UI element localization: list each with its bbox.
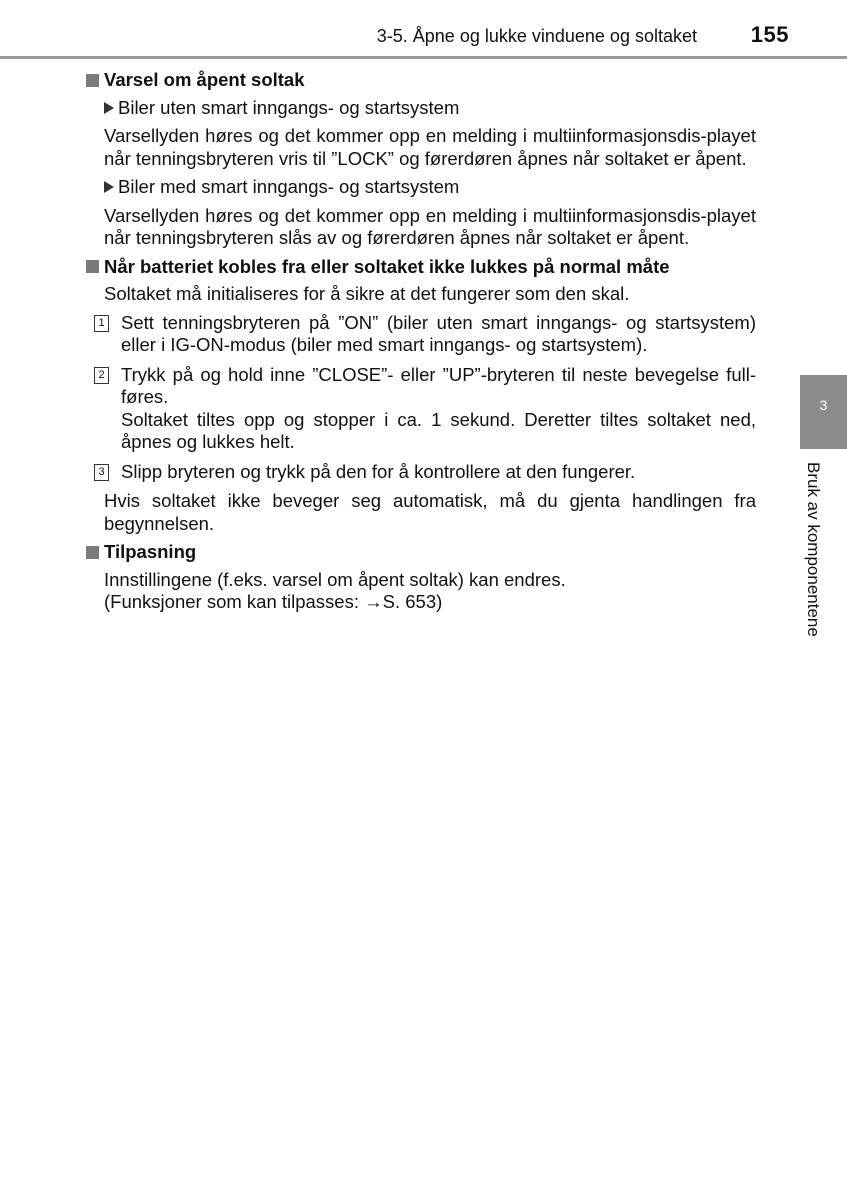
subheading-without-smart-entry xyxy=(104,97,756,120)
section-heading-text: Varsel om åpent soltak xyxy=(104,69,305,90)
section-heading-text: Når batteriet kobles fra eller soltaket ikke lukkes på normal måte xyxy=(104,255,670,277)
square-bullet-icon xyxy=(86,546,99,559)
subheading-text: Biler uten smart inngangs- og startsystem xyxy=(118,96,460,118)
step-number-box: 3 xyxy=(94,464,109,481)
paragraph: Hvis soltaket ikke beveger seg automatisk, må du gjenta handlingen fra begynnelsen. xyxy=(104,490,756,534)
subheading-with-smart-entry xyxy=(104,176,756,199)
cross-reference: (Funksjoner som kan tilpasses: →S. 653) xyxy=(104,591,443,612)
square-bullet-icon xyxy=(86,260,99,273)
step-number-box: 1 xyxy=(94,315,109,332)
page-content xyxy=(84,67,756,620)
paragraph: Varsellyden høres og det kommer opp en melding i multiinformasjonsdis-playet når tenningsbryteren vris til ”LOCK” og førerdøren åpnes når soltaket er åpent. xyxy=(104,125,756,169)
subheading-text: Biler med smart inngangs- og startsystem xyxy=(118,176,460,197)
triangle-bullet-icon xyxy=(104,102,114,114)
header-title: 3-5. Åpne og lukke vinduene og soltaket xyxy=(376,26,697,46)
section-heading-customization xyxy=(84,541,756,564)
step-note: Soltaket tiltes opp og stopper i ca. 1 sekund. Deretter tiltes soltaket ned, åpnes og lukkes helt. xyxy=(121,408,756,452)
section-heading-battery-disconnect xyxy=(84,256,756,279)
page-number: 155 xyxy=(750,22,789,47)
step-text: Sett tenningsbryteren på ”ON” (biler uten smart inngangs- og startsystem) eller i IG-ON-modus (biler med smart inngangs- og startsystem). xyxy=(121,311,756,355)
step-item xyxy=(94,312,756,357)
step-text: Trykk på og hold inne ”CLOSE”- eller ”UP”-bryteren til neste bevegelse full-føres. xyxy=(121,363,756,407)
paragraph: Varsellyden høres og det kommer opp en melding i multiinformasjonsdis-playet når tenningsbryteren slås av og førerdøren åpnes når soltaket er åpent. xyxy=(104,204,756,248)
section-heading-open-sunroof-warning xyxy=(84,69,756,92)
square-bullet-icon xyxy=(86,74,99,87)
step-number-box: 2 xyxy=(94,367,109,384)
step-text: Slipp bryteren og trykk på den for å kontrollere at den fungerer. xyxy=(121,460,636,482)
chapter-tab-number: 3 xyxy=(819,397,828,413)
chapter-side-label: Bruk av komponentene xyxy=(804,462,823,637)
triangle-bullet-icon xyxy=(104,181,114,193)
step-item xyxy=(94,364,756,454)
paragraph: Soltaket må initialiseres for å sikre at det fungerer som den skal. xyxy=(104,283,630,304)
paragraph: Innstillingene (f.eks. varsel om åpent soltak) kan endres. xyxy=(104,568,566,590)
step-item xyxy=(94,461,756,484)
section-heading-text: Tilpasning xyxy=(104,541,197,562)
chapter-tab xyxy=(800,375,847,449)
header-rule xyxy=(0,56,847,59)
